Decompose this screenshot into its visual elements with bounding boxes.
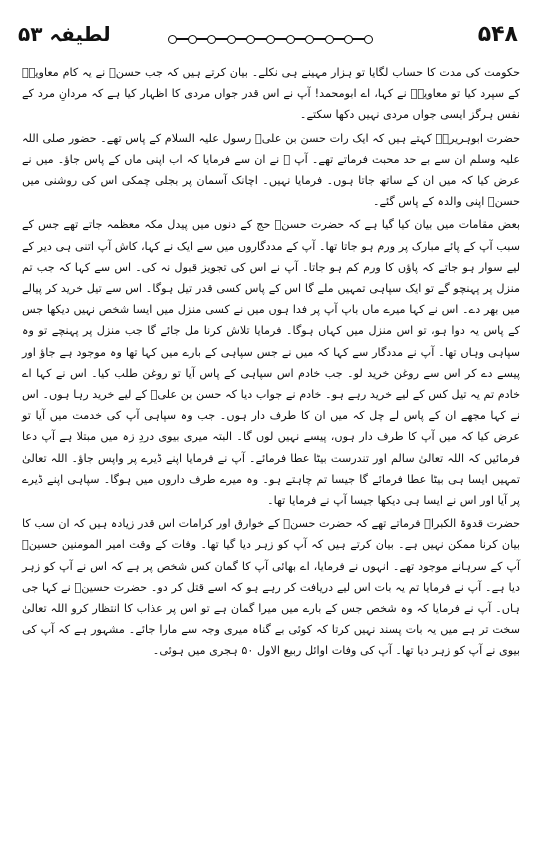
paragraph-4: حضرت قدوۃ الکبراؒ فرماتے تھے کہ حضرت حسنؓ کے خوارق اور کرامات اس قدر زیادہ ہیں کہ ان سب کا بیان کرنا ممکن نہیں ہے۔ بیان کرتے ہیں کہ آپ کو زہر دیا گیا تھا۔ وفات کے وقت امیر المومنین حسینؓ آپ کے سرہانے موجود تھے۔ انہوں نے فرمایا، اے بھائی آپ کا گمان کس شخص پر ہے کہ اس نے آپ کو زہر دیا ہے۔ آپ نے فرمایا تم یہ بات اس لیے دریافت کر رہے ہو کہ اسے قتل کر دو۔ حضرت حسینؓ نے کہا جی ہاں۔ آپ نے فرمایا کہ وہ شخص جس کے بارے میں میرا گمان ہے تو اس پر عذاب کا انتظار کرو اللہ تعالیٰ سخت تر ہے میں یہ بات پسند نہیں کرتا کہ کوئی بے گناہ میری وجہ سے مارا جائے۔ مشہور ہے کہ آپ کی بیوی نے آپ کو زہر دیا تھا۔ آپ کی وفات اوائل ربیع الاول ۵۰ ہجری میں ہوئی۔: [22, 517, 520, 658]
page-body: [22, 62, 520, 662]
page-header: [0, 0, 540, 58]
header-ornament: [168, 31, 373, 47]
page-number: ۵۴۸: [477, 22, 518, 47]
paragraph-3: بعض مقامات میں بیان کیا گیا ہے کہ حضرت حسنؓ حج کے دنوں میں پیدل مکہ معظمہ جاتے تھے جس کے سبب آپ کے پائے مبارک پر ورم ہو جاتا تھا۔ آپ کے مددگاروں میں سے ایک نے کہا، کاش آپ اتنی ہی دیر کے لیے سوار ہو جاتے کہ پاؤں کا ورم کم ہو جاتا۔ آپ نے اس کی تجویز قبول نہ کی۔ اس سے کہا کہ جب تم منزل پر پہنچو گے تو ایک سپاہی تمہیں ملے گا اس کے پاس کسی قدر تیل ہوگا۔ اس سے تیل خرید کر پیالے میں بھر دے۔ اس نے کہا میرے ماں باپ آپ پر فدا ہوں میں نے کسی منزل میں ایسا شخص نہیں دیکھا جس کے پاس یہ دوا ہو، تو اس منزل میں کہاں ہوگا۔ فرمایا تلاش کرنا مل جائے گا جب منزل پر پہنچے تو وہ سپاہی وہاں تھا۔ آپ نے مددگار سے کہا کہ میں نے جس سپاہی کے بارے میں کہا تھا وہ موجود ہے جاؤ اور پیسے دے کر اس سے روغن خرید لو۔ جب خادم اس سپاہی کے پاس آیا تو روغن طلب کیا۔ اس نے کہا اے خادم تم یہ تیل کس کے لیے خرید رہے ہو۔ خادم نے جواب دیا کہ حسن بن علیؓ کے لیے خرید رہا ہوں۔ اس نے کہا مجھے ان کے پاس لے چل کہ میں ان کا طرف دار ہوں۔ جب وہ سپاہی آپ کی خدمت میں آیا تو عرض کیا کہ میں آپ کا طرف دار ہوں، پیسے نہیں لوں گا۔ البتہ میری بیوی دردِ زہ میں مبتلا ہے آپ دعا فرمائیں کہ اللہ تعالیٰ سالم اور تندرست بیٹا عطا فرمائے۔ آپ نے فرمایا اپنے ڈیرے پر واپس جاؤ۔ اللہ تعالیٰ تمہیں ایسا ہی بیٹا عطا فرمائے گا جیسا تم چاہتے ہو۔ وہ میرے طرف داروں میں ہوگا۔ سپاہی اپنے ڈیرے پر آیا اور اس نے ایسا ہی دیکھا جیسا آپ نے فرمایا تھا۔: [22, 218, 520, 508]
paragraph-2: حضرت ابوہریرہؓ کہتے ہیں کہ ایک رات حسن بن علیؓ رسول علیہ السلام کے پاس تھے۔ حضور صلی اللہ علیہ وسلم ان سے بے حد محبت فرماتے تھے۔ آپ ﷺ نے ان سے فرمایا کہ اب اپنی ماں کے پاس جاؤ۔ میں نے عرض کیا کہ میں ان کے ساتھ جاتا ہوں۔ فرمایا نہیں۔ اچانک آسمان پر بجلی چمکی اس کی روشنی میں حسنؓ اپنی والدہ کے پاس گئے۔: [22, 131, 520, 209]
chapter-label: لطیفہ ۵۳: [18, 22, 111, 46]
paragraph-1: حکومت کی مدت کا حساب لگایا تو ہزار مہینے ہی نکلے۔ بیان کرتے ہیں کہ جب حسنؓ نے یہ کام معاویہؓ کے سپرد کیا تو معاویہؓ نے کہا، اے ابومحمد! آپ نے اس قدر جواں مردی کا اظہار کیا ہے کہ مردانِ مرد کے نفس ہرگز ایسی جواں مردی نہیں دکھا سکتے۔: [22, 66, 520, 122]
